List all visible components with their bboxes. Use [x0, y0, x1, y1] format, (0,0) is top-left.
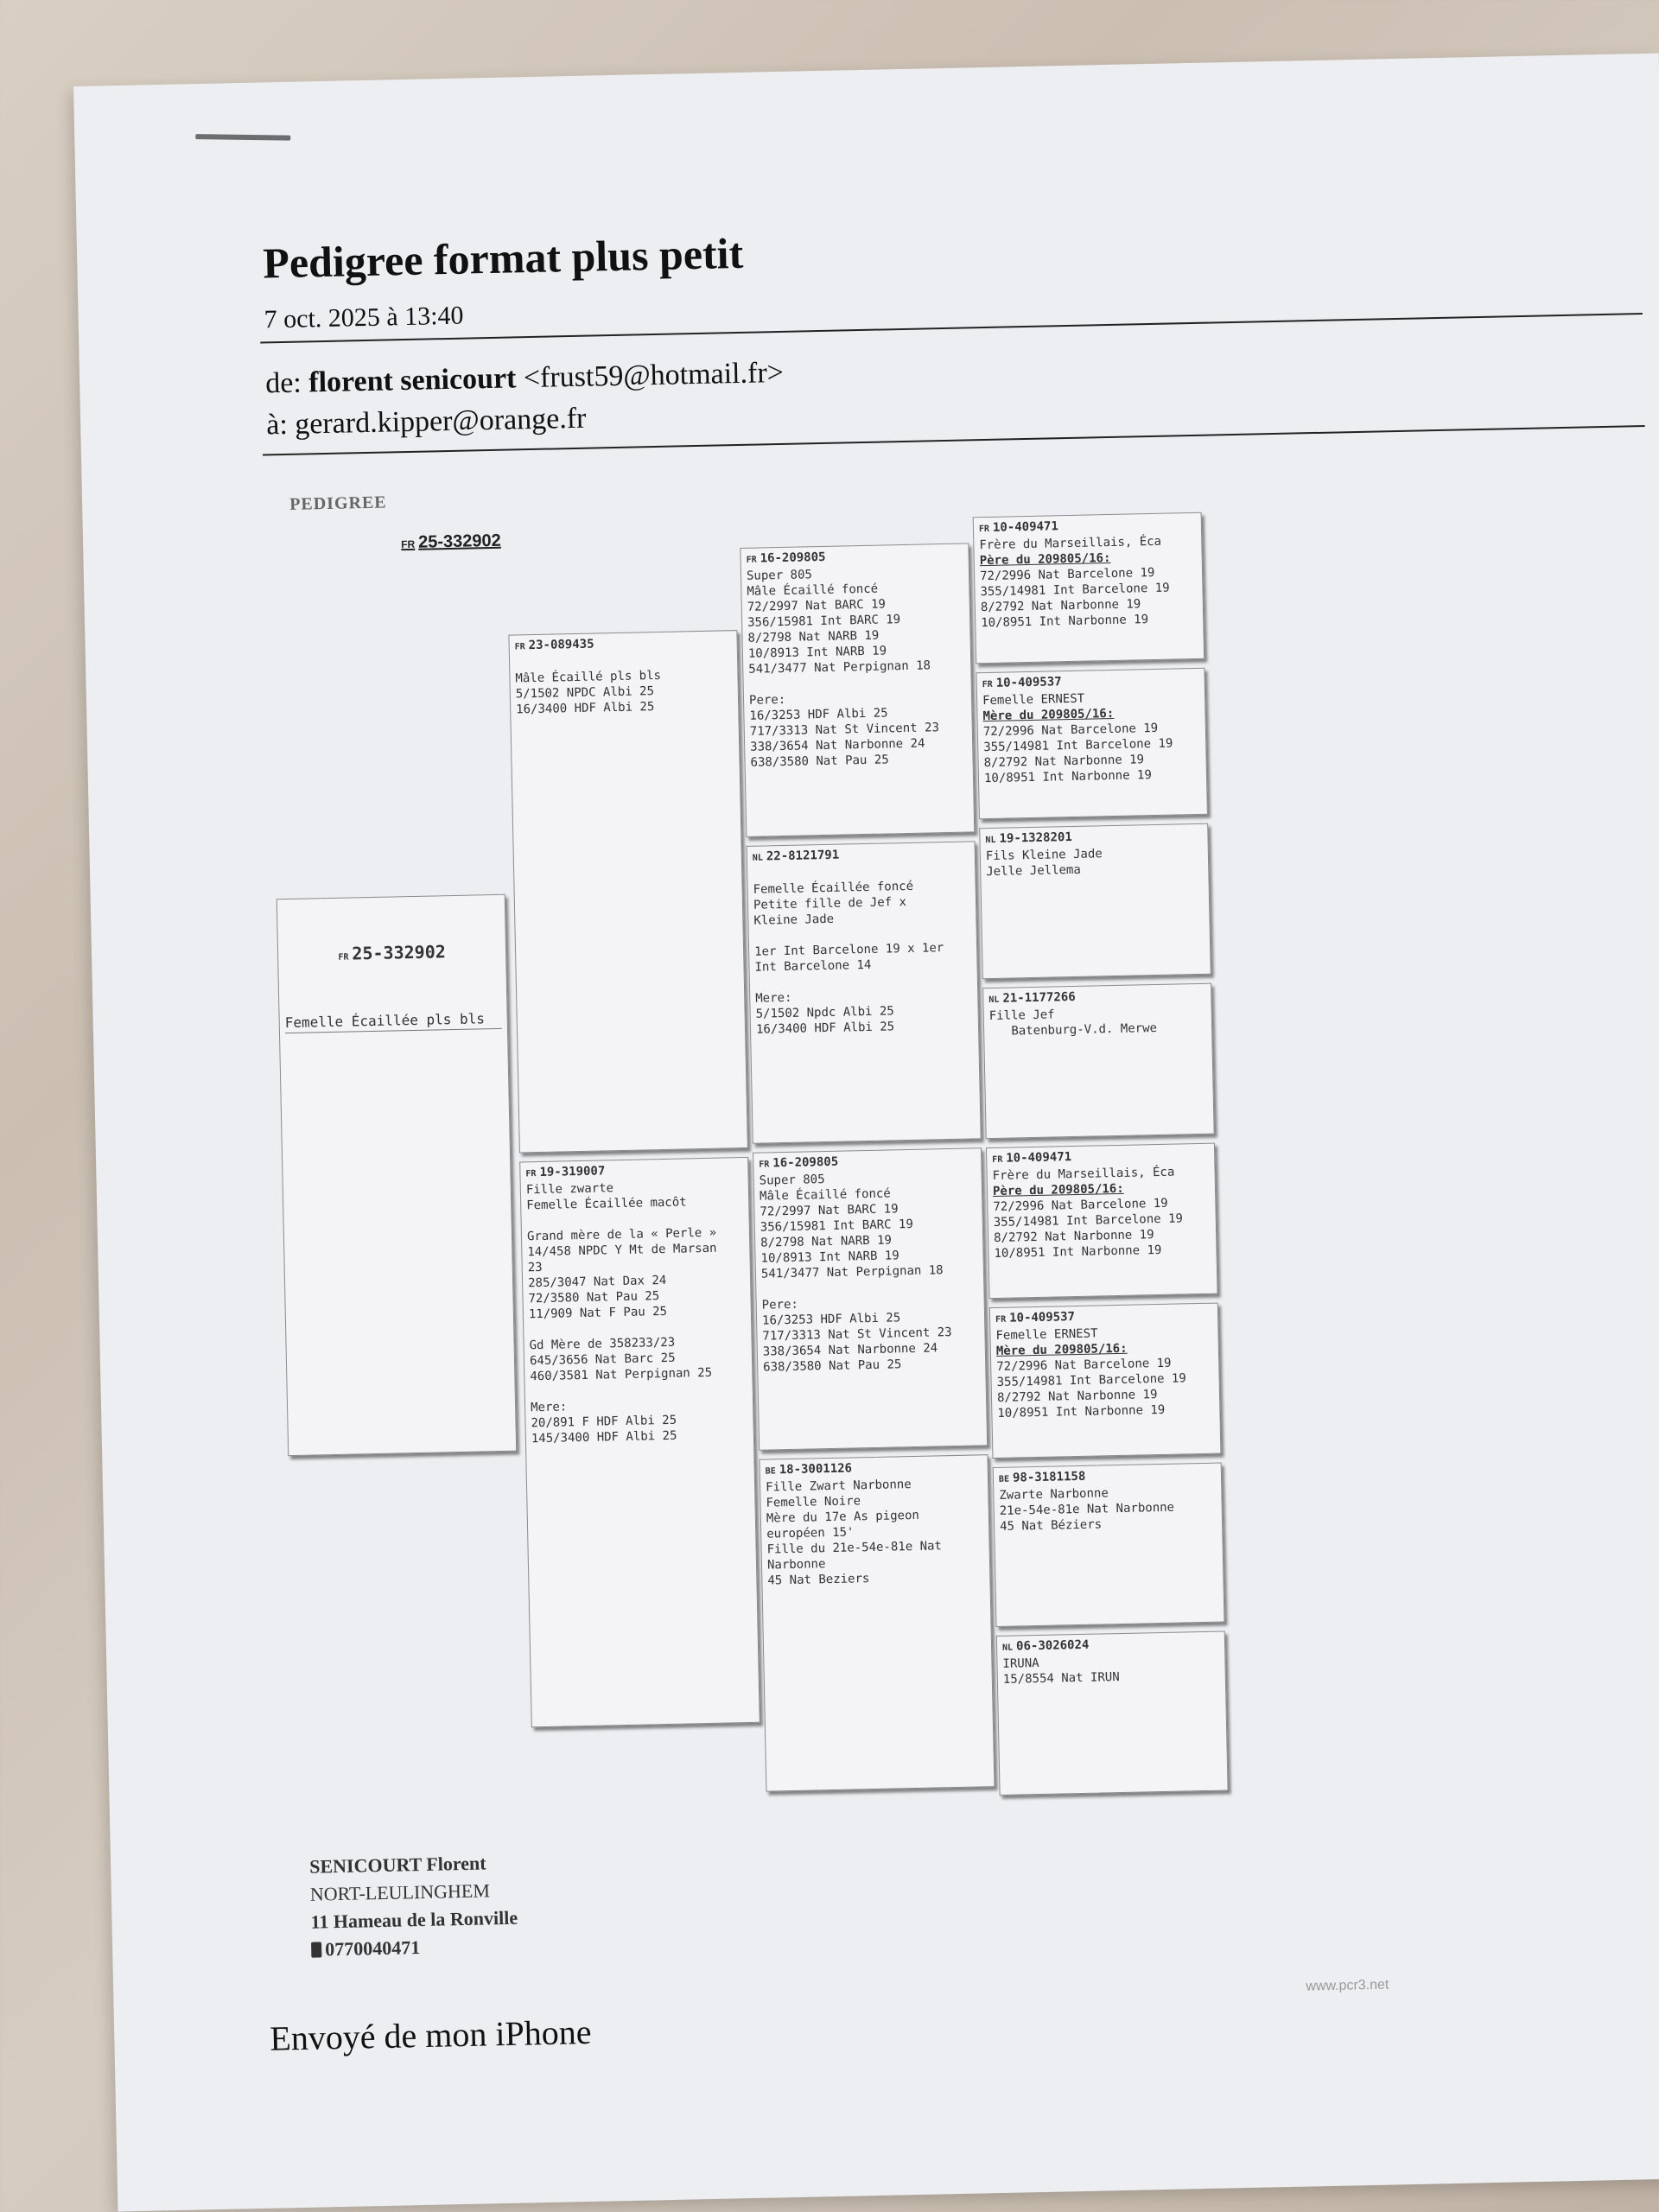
- pedigree-line: 8/2792 Nat Narbonne 19: [983, 753, 1145, 771]
- email-subject: Pedigree format plus petit: [262, 228, 744, 288]
- from-address: <frust59@hotmail.fr>: [523, 356, 785, 395]
- pedigree-line: 355/14981 Int Barcelone 19: [983, 736, 1173, 755]
- pedigree-box-sire-sire: [740, 543, 975, 836]
- pedigree-line: 717/3313 Nat St Vincent 23: [762, 1325, 952, 1344]
- pedigree-line: 717/3313 Nat St Vincent 23: [749, 721, 940, 739]
- pedigree-line: 5/1502 NPDC Albi 25: [515, 684, 655, 702]
- pedigree-line-emphasis: Père du 209805/16:: [992, 1181, 1124, 1198]
- pedigree-line: Femelle Écaillée foncé: [753, 879, 914, 897]
- country-code: FR: [759, 1160, 770, 1170]
- pedigree-top-number: [401, 531, 501, 553]
- pedigree-line: 541/3477 Nat Perpignan 18: [748, 658, 931, 677]
- pedigree-line: 10/8913 Int NARB 19: [760, 1249, 899, 1266]
- ring-number: 19-319007: [539, 1164, 606, 1179]
- pedigree-line: 15/8554 Nat IRUN: [1002, 1670, 1120, 1687]
- pedigree-line: Pere:: [748, 692, 786, 708]
- pedigree-box-dds: [993, 1463, 1225, 1628]
- pedigree-line: Mâle Écaillé foncé: [759, 1186, 891, 1204]
- country-code: FR: [514, 642, 525, 652]
- pedigree-box-dss: [986, 1143, 1218, 1300]
- owner-name: SENICOURT Florent: [308, 1852, 486, 1878]
- country-code: FR: [525, 1169, 537, 1179]
- pedigree-line: Fils Kleine Jade: [985, 847, 1103, 864]
- ring-number: 25-332902: [352, 941, 447, 964]
- ring-number: 23-089435: [528, 637, 594, 653]
- pedigree-line: Zwarte Narbonne: [999, 1486, 1109, 1503]
- pedigree-line: 10/8951 Int Narbonne 19: [994, 1243, 1162, 1261]
- pedigree-line: Kleine Jade: [753, 912, 835, 928]
- pedigree-line: Petite fille de Jef x: [753, 895, 907, 912]
- pedigree-line: 638/3580 Nat Pau 25: [763, 1357, 902, 1375]
- pedigree-line: Super 805: [746, 568, 813, 583]
- pedigree-line: Femelle ERNEST: [995, 1326, 1098, 1343]
- pedigree-line: Jelle Jellema: [986, 862, 1081, 880]
- pedigree-line: 10/8913 Int NARB 19: [747, 644, 887, 661]
- pedigree-box-dam: [519, 1157, 760, 1727]
- pedigree-line: 21e-54e-81e Nat Narbonne: [999, 1500, 1175, 1518]
- pedigree-line: 8/2792 Nat Narbonne 19: [993, 1228, 1154, 1245]
- pedigree-line: 72/2996 Nat Barcelone 19: [996, 1356, 1172, 1374]
- pedigree-box-dam-dam: [759, 1454, 995, 1791]
- pedigree-line: Mâle Écaillé foncé: [747, 582, 879, 599]
- country-code: BE: [765, 1466, 776, 1477]
- pedigree-line: 45 Nat Béziers: [999, 1517, 1103, 1534]
- pedigree-line: 460/3581 Nat Perpignan 25: [530, 1365, 713, 1384]
- ring-number: 10-409537: [995, 675, 1062, 690]
- pedigree-line: Femelle Écaillée macôt: [526, 1195, 687, 1213]
- country-code: FR: [338, 952, 349, 963]
- pedigree-line: 338/3654 Nat Narbonne 24: [762, 1341, 938, 1359]
- pedigree-line: 356/15981 Int BARC 19: [747, 613, 901, 630]
- ring-number: 10-409537: [1008, 1310, 1076, 1325]
- pedigree-line: Mâle Écaillé pls bls: [515, 668, 662, 686]
- owner-phone-row: [311, 1932, 518, 1964]
- pedigree-line-emphasis: Père du 209805/16:: [979, 550, 1111, 569]
- from-name: florent senicourt: [308, 362, 517, 399]
- pedigree-label: PEDIGREE: [289, 493, 387, 514]
- pedigree-line: 638/3580 Nat Pau 25: [750, 753, 889, 770]
- pedigree-line: Super 805: [759, 1173, 825, 1188]
- pedigree-box-dam-sire: [753, 1147, 988, 1450]
- pedigree-line: 45 Nat Beziers: [767, 1572, 870, 1588]
- pedigree-line: 285/3047 Nat Dax 24: [527, 1273, 667, 1291]
- pedigree-line: Fille Jef: [988, 1007, 1055, 1024]
- pedigree-line: Femelle ERNEST: [982, 691, 1085, 709]
- country-code: NL: [985, 835, 996, 846]
- pedigree-line: Int Barcelone 14: [754, 957, 872, 975]
- pedigree-line: Femelle Noire: [766, 1494, 861, 1510]
- email-from: [265, 357, 784, 401]
- pedigree-line: 338/3654 Nat Narbonne 24: [750, 736, 925, 754]
- pedigree-line: européen 15': [766, 1525, 855, 1541]
- pedigree-line: Batenburg-V.d. Merwe: [988, 1020, 1158, 1039]
- pedigree-line: 541/3477 Nat Perpignan 18: [760, 1263, 944, 1281]
- pedigree-box-ddd: [996, 1630, 1229, 1796]
- pedigree-box-ssd: [976, 668, 1208, 820]
- pedigree-line: 8/2798 Nat NARB 19: [747, 628, 880, 645]
- pedigree-line: IRUNA: [1002, 1656, 1039, 1671]
- pedigree-line: 8/2792 Nat Narbonne 19: [996, 1388, 1158, 1405]
- pedigree-line: Narbonne: [766, 1557, 826, 1573]
- ring-number: 22-8121791: [766, 848, 840, 864]
- pedigree-line: 145/3400 HDF Albi 25: [531, 1428, 677, 1446]
- pedigree-line: 14/458 NPDC Y Mt de Marsan: [527, 1241, 717, 1260]
- pedigree-line-emphasis: Mère du 209805/16:: [982, 706, 1115, 724]
- pedigree-line: 16/3253 HDF Albi 25: [749, 706, 888, 723]
- pedigree-line: 8/2792 Nat Narbonne 19: [980, 597, 1141, 615]
- country-code: FR: [746, 555, 757, 565]
- pedigree-line: 8/2798 Nat NARB 19: [760, 1233, 893, 1250]
- pedigree-line: 16/3253 HDF Albi 25: [761, 1311, 901, 1328]
- pedigree-box-sss: [973, 512, 1205, 664]
- pedigree-line: 356/15981 Int BARC 19: [760, 1217, 913, 1235]
- pedigree-subject-box: [276, 894, 517, 1456]
- pedigree-line: 10/8951 Int Narbonne 19: [997, 1402, 1166, 1421]
- ring-number: 16-209805: [760, 550, 826, 566]
- pedigree-line: 72/2997 Nat BARC 19: [747, 597, 887, 614]
- to-prefix: à:: [265, 408, 289, 442]
- ring-number: 10-409471: [992, 519, 1058, 535]
- pedigree-line: Fille Zwart Narbonne: [765, 1478, 912, 1495]
- pedigree-line: Pere:: [761, 1297, 799, 1313]
- divider: [260, 313, 1643, 344]
- owner-town: NORT-LEULINGHEM: [309, 1879, 491, 1905]
- pedigree-line: 20/891 F HDF Albi 25: [531, 1413, 677, 1431]
- pedigree-line: 72/3580 Nat Pau 25: [528, 1289, 660, 1306]
- ring-number: 06-3026024: [1015, 1637, 1090, 1654]
- pedigree-line: 72/2996 Nat Barcelone 19: [982, 721, 1159, 740]
- pedigree-line: Frère du Marseillais, Éca: [992, 1165, 1175, 1183]
- owner-block: [309, 1849, 518, 1964]
- country-code: FR: [401, 537, 416, 551]
- pedigree-line: 23: [527, 1260, 543, 1275]
- pedigree-box-sds: [979, 823, 1211, 980]
- owner-phone: 0770040471: [324, 1936, 421, 1961]
- ring-number: 98-3181158: [1012, 1469, 1086, 1485]
- to-address: gerard.kipper@orange.fr: [294, 402, 587, 441]
- pedigree-box-sdd: [982, 983, 1215, 1140]
- country-code: FR: [995, 1314, 1007, 1325]
- email-date: 7 oct. 2025 à 13:40: [264, 301, 464, 334]
- pedigree-line-emphasis: Mère du 209805/16:: [995, 1341, 1128, 1358]
- ring-number: 16-209805: [772, 1154, 839, 1171]
- country-code: NL: [1001, 1643, 1014, 1653]
- country-code: NL: [988, 995, 1000, 1006]
- pedigree-line: Frère du Marseillais, Éca: [979, 534, 1162, 553]
- pedigree-line: 16/3400 HDF Albi 25: [755, 1020, 895, 1037]
- country-code: FR: [982, 679, 993, 690]
- pedigree-box-sire: [508, 630, 748, 1153]
- pedigree-line: 5/1502 Npdc Albi 25: [755, 1004, 894, 1021]
- country-code: FR: [978, 524, 990, 535]
- pedigree-line: 355/14981 Int Barcelone 19: [996, 1371, 1186, 1389]
- pedigree-line: 10/8951 Int Narbonne 19: [981, 613, 1149, 631]
- country-code: NL: [752, 853, 764, 863]
- ring-number: 19-1328201: [999, 830, 1072, 846]
- ring-number: 10-409471: [1006, 1150, 1072, 1166]
- pedigree-line: Fille du 21e-54e-81e Nat: [766, 1539, 943, 1557]
- owner-address: 11 Hameau de la Ronville: [310, 1906, 518, 1933]
- pedigree-line: Mere:: [530, 1400, 568, 1415]
- country-code: BE: [998, 1474, 1010, 1484]
- pedigree-line: 16/3400 HDF Albi 25: [516, 700, 655, 717]
- pedigree-line: 645/3656 Nat Barc 25: [529, 1351, 676, 1369]
- pedigree-line: 1er Int Barcelone 19 x 1er: [753, 941, 944, 959]
- pedigree-line: 72/2996 Nat Barcelone 19: [979, 565, 1155, 584]
- bird-desc: Femelle Écaillée pls bls: [285, 1009, 502, 1033]
- pedigree-line: Fille zwarte: [525, 1181, 614, 1198]
- pedigree-line: 355/14981 Int Barcelone 19: [980, 581, 1170, 600]
- ring-number: 18-3001126: [779, 1461, 853, 1478]
- country-code: FR: [992, 1154, 1003, 1166]
- email-signature: Envoyé de mon iPhone: [269, 2012, 592, 2058]
- from-prefix: de:: [264, 366, 302, 400]
- staple: [195, 134, 290, 141]
- pedigree-line: 355/14981 Int Barcelone 19: [993, 1211, 1184, 1230]
- pedigree-line: 72/2996 Nat Barcelone 19: [993, 1196, 1168, 1214]
- pedigree-line: Gd Mère de 358233/23: [529, 1335, 676, 1353]
- email-to: [266, 403, 587, 442]
- pedigree-box-dsd: [989, 1303, 1222, 1459]
- pedigree-box-sire-dam: [747, 841, 982, 1143]
- ring-id: [283, 936, 501, 976]
- pedigree-line: Grand mère de la « Perle »: [526, 1225, 717, 1244]
- phone-icon: [311, 1942, 321, 1957]
- pedigree-line: Mere:: [755, 990, 792, 1006]
- pedigree-line: 10/8951 Int Narbonne 19: [983, 768, 1153, 786]
- pedigree-line: Mère du 17e As pigeon: [766, 1508, 920, 1526]
- ring-number: 25-332902: [417, 531, 502, 552]
- printed-page: [73, 54, 1659, 2212]
- pedigree-line: 72/2997 Nat BARC 19: [760, 1202, 899, 1219]
- pedigree-line: 11/909 Nat F Pau 25: [528, 1304, 668, 1322]
- watermark: www.pcr3.net: [1306, 1977, 1389, 1994]
- ring-number: 21-1177266: [1002, 989, 1076, 1006]
